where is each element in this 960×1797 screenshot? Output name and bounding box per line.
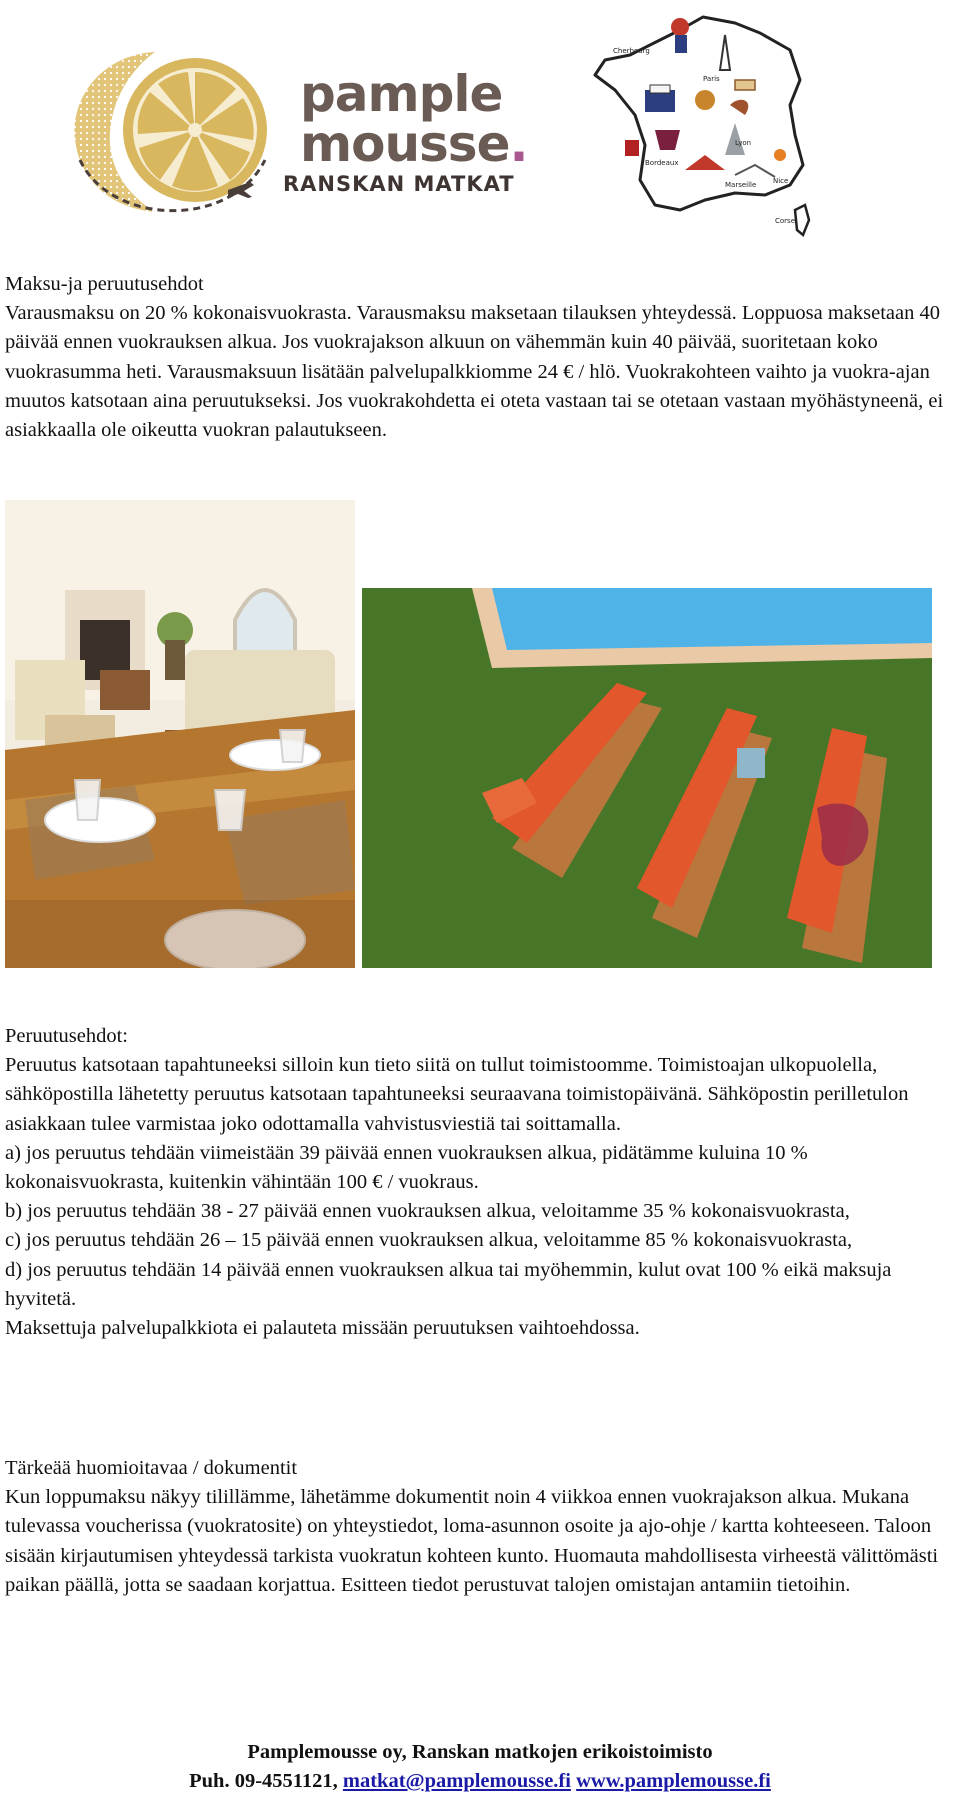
map-label-corse: Corse	[775, 217, 796, 225]
important-notes-body: Kun loppumaksu näkyy tilillämme, lähetämme dokumentit noin 4 viikkoa ennen vuokrajakson alkua. Mukana tulevassa voucherissa (vuokratosite) on yhteystiedot, loma-asunnon osoite ja ajo-ohje / kartta kohteeseen. Taloon sisään kirjautumisen yhteydessä tarkista vuokratun kohteen kunto. Huomauta mahdollisesta virheestä välittömästi paikan päällä, jotta se saadaan korjattua. Esitteen tiedot perustuvat talojen omistajan antamiin tietoihin.	[5, 1486, 939, 1596]
pool-sunloungers-image	[362, 588, 932, 968]
important-notes-heading: Tärkeää huomioitavaa / dokumentit	[5, 1457, 298, 1479]
cancellation-item-d: d) jos peruutus tehdään 14 päivää ennen vuokrauksen alkua tai myöhemmin, kulut ovat 100 % eikä maksuja hyvitetä.	[5, 1258, 892, 1310]
pool-sunloungers-photo	[362, 588, 932, 968]
cancellation-item-b: b) jos peruutus tehdään 38 - 27 päivää ennen vuokrauksen alkua, veloitamme 35 % kokonaisvuokrasta,	[5, 1200, 850, 1223]
map-label-marseille: Marseille	[725, 181, 757, 189]
logo-word-pample: pample	[300, 65, 503, 123]
cancellation-terms-section	[5, 1022, 955, 1343]
footer-phone: Puh. 09-4551121,	[189, 1770, 338, 1792]
logo-word-mousse: mousse.	[300, 115, 528, 173]
footer-contact-line	[0, 1767, 960, 1796]
cancellation-terms-heading: Peruutusehdot:	[5, 1025, 128, 1047]
map-label-lyon: Lyon	[735, 139, 752, 147]
page-header	[0, 0, 960, 250]
footer-email-link[interactable]: matkat@pamplemousse.fi	[342, 1770, 571, 1792]
logo-dot: .	[509, 115, 528, 173]
payment-terms-body: Varausmaksu on 20 % kokonaisvuokrasta. Varausmaksu maksetaan tilauksen yhteydessä. Loppuosa maksetaan 40 päivää ennen vuokrauksen alkua. Jos vuokrajakson alkuun on vähemmän kuin 40 päivää, suoritetaan koko vuokrasumma heti. Varausmaksuun lisätään palvelupalkkiomme 24 € / hlö. Vuokrakohteen vaihto ja vuokra-ajan muutos katsotaan aina peruutukseksi. Jos vuokrakohdetta ei oteta vastaan tai se otetaan vastaan myöhästyneenä, ei asiakkaalla ole oikeutta vuokran palautukseen.	[5, 302, 944, 442]
france-map-illustration	[585, 5, 825, 240]
payment-terms-section	[5, 270, 955, 445]
footer-website-link[interactable]: www.pamplemousse.fi	[576, 1770, 771, 1792]
dining-room-photo	[5, 500, 355, 968]
map-label-nice: Nice	[773, 177, 789, 185]
logo-tagline: RANSKAN MATKAT	[283, 172, 515, 196]
cancellation-item-a: a) jos peruutus tehdään viimeistään 39 päivää ennen vuokrauksen alkua, pidätämme kuluina 10 % kokonaisvuokrasta, kuitenkin vähintään 100 € / vuokraus.	[5, 1141, 808, 1194]
footer-company: Pamplemousse oy, Ranskan matkojen erikoistoimisto	[247, 1741, 713, 1763]
map-label-cherbourg: Cherbourg	[613, 47, 650, 55]
cancellation-closing: Maksettuja palvelupalkkiota ei palauteta missään peruutuksen vaihtoehdossa.	[5, 1317, 640, 1340]
dining-room-image	[5, 500, 355, 968]
map-label-bordeaux: Bordeaux	[645, 159, 679, 167]
payment-terms-heading: Maksu-ja peruutusehdot	[5, 273, 204, 295]
map-label-paris: Paris	[703, 75, 720, 83]
cancellation-terms-intro: Peruutus katsotaan tapahtuneeksi silloin kun tieto siitä on tullut toimistoomme. Toimistoajan ulkopuolella, sähköpostilla lähetetty peruutus katsotaan tapahtuneeksi seuraavana toimistopäivänä. Sähköpostin perilletulon asiakkaan tulee varmistaa joko odottamalla vahvistusviestiä tai soittamalla.	[5, 1054, 909, 1135]
cancellation-item-c: c) jos peruutus tehdään 26 – 15 päivää ennen vuokrauksen alkua, veloitamme 85 % kokonaisvuokrasta,	[5, 1229, 853, 1252]
page-footer	[0, 1738, 960, 1796]
important-notes-section	[5, 1454, 955, 1600]
pamplemousse-logo-emblem	[60, 40, 270, 220]
